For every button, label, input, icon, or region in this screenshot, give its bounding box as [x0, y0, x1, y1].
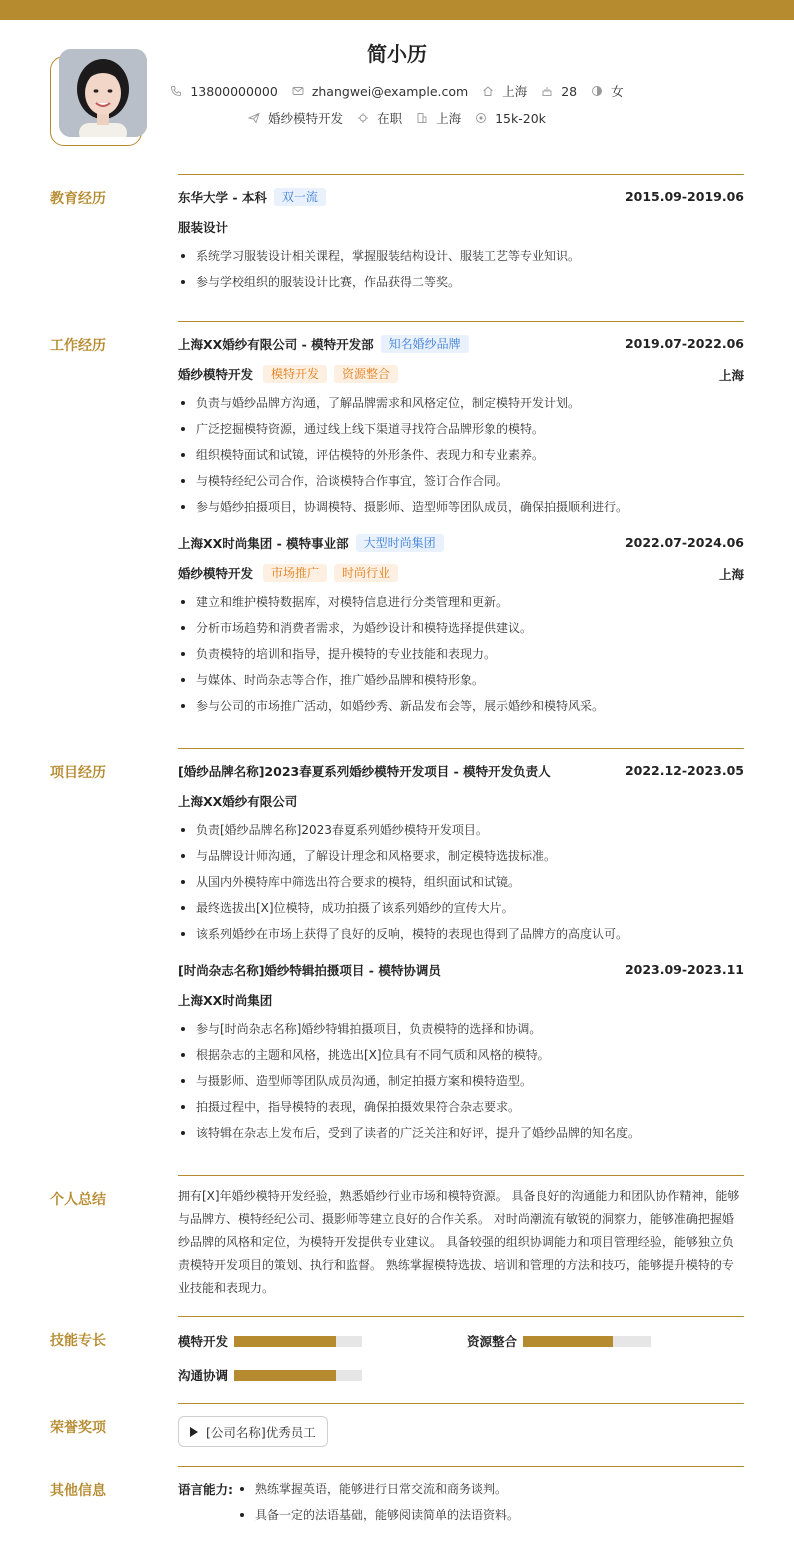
project-org: 上海XX婚纱有限公司: [178, 794, 298, 809]
age-text: 28: [561, 83, 578, 99]
education-section: [50, 174, 744, 304]
list-item: 具备一定的法语基础，能够阅读简单的法语资料。: [238, 1502, 519, 1528]
job-header: [178, 335, 744, 353]
project-bullets: [178, 1016, 744, 1146]
list-item: 与媒体、时尚杂志等合作，推广婚纱品牌和模特形象。: [178, 667, 744, 693]
list-item: 与模特经纪公司合作，洽谈模特合作事宜，签订合作合同。: [178, 468, 744, 494]
list-item: 分析市场趋势和消费者需求，为婚纱设计和模特选择提供建议。: [178, 615, 744, 641]
company-tag: 大型时尚集团: [356, 534, 444, 552]
section-title: 工作经历: [50, 338, 106, 354]
email-item: [292, 84, 468, 99]
school-tag: 双一流: [274, 188, 326, 206]
project-name: [婚纱品牌名称]2023春夏系列婚纱模特开发项目 - 模特开发负责人: [178, 764, 551, 779]
skill-item: [467, 1332, 651, 1350]
section-title: 其他信息: [50, 1483, 106, 1499]
job-date: 2022.07-2024.06: [624, 535, 744, 550]
award-item[interactable]: [178, 1416, 328, 1447]
target-city-item: [416, 109, 461, 127]
school-name: 东华大学 - 本科: [178, 190, 267, 205]
project-org-line: [178, 792, 744, 810]
section-title: 荣誉奖项: [50, 1420, 106, 1436]
skills-section: [50, 1316, 744, 1396]
cake-icon: [541, 85, 553, 97]
section-divider: [178, 1316, 744, 1317]
summary-body: [178, 1189, 744, 1300]
project-org-line: [178, 991, 744, 1009]
target-city-text: 上海: [436, 111, 462, 126]
major-name: 服装设计: [178, 220, 229, 235]
job-intent-row: [0, 109, 794, 127]
list-item: 该特辑在杂志上发布后，受到了读者的广泛关注和好评，提升了婚纱品牌的知名度。: [178, 1120, 744, 1146]
section-divider: [178, 174, 744, 175]
job-header: [178, 534, 744, 552]
skill-tag: 模特开发: [263, 365, 327, 383]
gender-item: [591, 82, 624, 100]
status-icon: [357, 112, 369, 124]
list-item: 广泛挖掘模特资源，通过线上线下渠道寻找符合品牌形象的模特。: [178, 416, 744, 442]
project-header: [178, 961, 744, 979]
phone-text: 13800000000: [190, 83, 278, 99]
skill-item: [178, 1366, 362, 1384]
salary-text: 15k-20k: [495, 110, 546, 126]
list-item: 与品牌设计师沟通，了解设计理念和风格要求，制定模特选拔标准。: [178, 843, 744, 869]
list-item: 最终选拔出[X]位模特，成功拍摄了该系列婚纱的宣传大片。: [178, 895, 744, 921]
section-divider: [178, 1403, 744, 1404]
awards-body: [178, 1417, 744, 1447]
list-item: 从国内外模特库中筛选出符合要求的模特，组织面试和试镜。: [178, 869, 744, 895]
coin-icon: [475, 112, 487, 124]
candidate-name: 简小历: [367, 42, 427, 66]
gender-icon: [591, 85, 603, 97]
home-icon: [482, 85, 494, 97]
section-title: 教育经历: [50, 191, 106, 207]
skill-list: [178, 1330, 744, 1394]
job-city: 上海: [718, 368, 744, 383]
list-item: 负责与婚纱品牌方沟通，了解品牌需求和风格定位，制定模特开发计划。: [178, 390, 744, 416]
work-section: [50, 321, 744, 731]
skills-body: [178, 1330, 744, 1394]
job-bullets: [178, 589, 744, 719]
expand-triangle-icon: [190, 1427, 198, 1437]
work-body: [178, 335, 744, 719]
company-name: 上海XX时尚集团 - 模特事业部: [178, 536, 349, 551]
list-item: 拍摄过程中，指导模特的表现，确保拍摄效果符合杂志要求。: [178, 1094, 744, 1120]
job-bullets: [178, 390, 744, 520]
email-text: zhangwei@example.com: [311, 83, 469, 99]
gender-text: 女: [611, 84, 624, 99]
awards-section: [50, 1403, 744, 1463]
list-item: 参与学校组织的服装设计比赛，作品获得二等奖。: [178, 269, 744, 295]
location-text: 上海: [502, 84, 528, 99]
contact-row: [0, 82, 794, 100]
section-divider: [178, 321, 744, 322]
list-item: 熟练掌握英语，能够进行日常交流和商务谈判。: [238, 1476, 519, 1502]
project-bullets: [178, 817, 744, 947]
list-item: 负责[婚纱品牌名称]2023春夏系列婚纱模特开发项目。: [178, 817, 744, 843]
status-item: [357, 109, 402, 127]
award-name: [公司名称]优秀员工: [206, 1424, 316, 1440]
section-divider: [178, 1466, 744, 1467]
list-item: 负责模特的培训和指导，提升模特的专业技能和表现力。: [178, 641, 744, 667]
major-line: [178, 218, 744, 236]
status-text: 在职: [377, 111, 403, 126]
top-accent-bar: [0, 0, 794, 20]
project-date: 2023.09-2023.11: [624, 962, 744, 977]
other-section: [50, 1466, 744, 1536]
company-name: 上海XX婚纱有限公司 - 模特开发部: [178, 337, 374, 352]
education-date: 2015.09-2019.06: [624, 189, 744, 204]
project-header: [178, 762, 744, 780]
skill-bar: [523, 1336, 651, 1347]
list-item: 与摄影师、造型师等团队成员沟通，制定拍摄方案和模特造型。: [178, 1068, 744, 1094]
skill-bar-fill: [234, 1336, 336, 1347]
position-line: [178, 365, 744, 383]
position-name: 婚纱模特开发: [178, 566, 254, 581]
job-city: 上海: [718, 567, 744, 582]
education-body: [178, 188, 744, 295]
education-header: [178, 188, 744, 206]
skill-item: [178, 1332, 362, 1350]
language-label: 语言能力:: [178, 1482, 233, 1497]
list-item: 该系列婚纱在市场上获得了良好的反响，模特的表现也得到了品牌方的高度认可。: [178, 921, 744, 947]
position-line: [178, 564, 744, 582]
phone-item: [170, 84, 277, 99]
target-job-text: 婚纱模特开发: [268, 111, 344, 126]
skill-tag: 资源整合: [334, 365, 398, 383]
list-item: 参与婚纱拍摄项目，协调模特、摄影师、造型师等团队成员，确保拍摄顺利进行。: [178, 494, 744, 520]
skill-bar-fill: [234, 1370, 336, 1381]
job-date: 2019.07-2022.06: [624, 336, 744, 351]
list-item: 建立和维护模特数据库，对模特信息进行分类管理和更新。: [178, 589, 744, 615]
skill-bar: [234, 1370, 362, 1381]
section-title: 个人总结: [50, 1192, 106, 1208]
building-icon: [416, 112, 428, 124]
age-item: [541, 84, 577, 99]
section-divider: [178, 748, 744, 749]
skill-bar: [234, 1336, 362, 1347]
position-name: 婚纱模特开发: [178, 367, 254, 382]
language-list: [238, 1476, 519, 1528]
skill-tag: 时尚行业: [334, 564, 398, 582]
projects-body: [178, 762, 744, 1146]
salary-item: [475, 111, 546, 126]
skill-name: 沟通协调: [178, 1368, 229, 1383]
education-bullets: [178, 243, 744, 295]
summary-text: 拥有[X]年婚纱模特开发经验，熟悉婚纱行业市场和模特资源。 具备良好的沟通能力和团队协作精神，能够与品牌方、模特经纪公司、摄影师等建立良好的合作关系。 对时尚潮流有敏锐的洞察力，能够准确把握婚纱品牌的风格和定位，为模特开发提供专业建议。 具备较强的组织协调能力和项目管理经验，能够独立负责模特开发项目的策划、执行和监督。 熟练掌握模特选拔、培训和管理的方法和技巧，能够提升模特的专业技能和表现力。: [178, 1189, 740, 1295]
list-item: 系统学习服装设计相关课程，掌握服装结构设计、服装工艺等专业知识。: [178, 243, 744, 269]
skill-name: 模特开发: [178, 1334, 229, 1349]
section-title: 技能专长: [50, 1333, 106, 1349]
skill-tag: 市场推广: [263, 564, 327, 582]
location-item: [482, 82, 527, 100]
target-job-item: [248, 109, 343, 127]
skill-name: 资源整合: [467, 1334, 518, 1349]
project-org: 上海XX时尚集团: [178, 993, 273, 1008]
list-item: 参与公司的市场推广活动，如婚纱秀、新品发布会等，展示婚纱和模特风采。: [178, 693, 744, 719]
skill-bar-fill: [523, 1336, 613, 1347]
section-divider: [178, 1175, 744, 1176]
send-icon: [248, 112, 260, 124]
list-item: 组织模特面试和试镜，评估模特的外形条件、表现力和专业素养。: [178, 442, 744, 468]
summary-section: [50, 1175, 744, 1305]
list-item: 根据杂志的主题和风格，挑选出[X]位具有不同气质和风格的模特。: [178, 1042, 744, 1068]
company-tag: 知名婚纱品牌: [381, 335, 469, 353]
projects-section: [50, 748, 744, 1158]
list-item: 参与[时尚杂志名称]婚纱特辑拍摄项目，负责模特的选择和协调。: [178, 1016, 744, 1042]
project-date: 2022.12-2023.05: [624, 763, 744, 778]
section-title: 项目经历: [50, 765, 106, 781]
mail-icon: [292, 85, 304, 97]
phone-icon: [170, 85, 182, 97]
project-name: [时尚杂志名称]婚纱特辑拍摄项目 - 模特协调员: [178, 963, 441, 978]
